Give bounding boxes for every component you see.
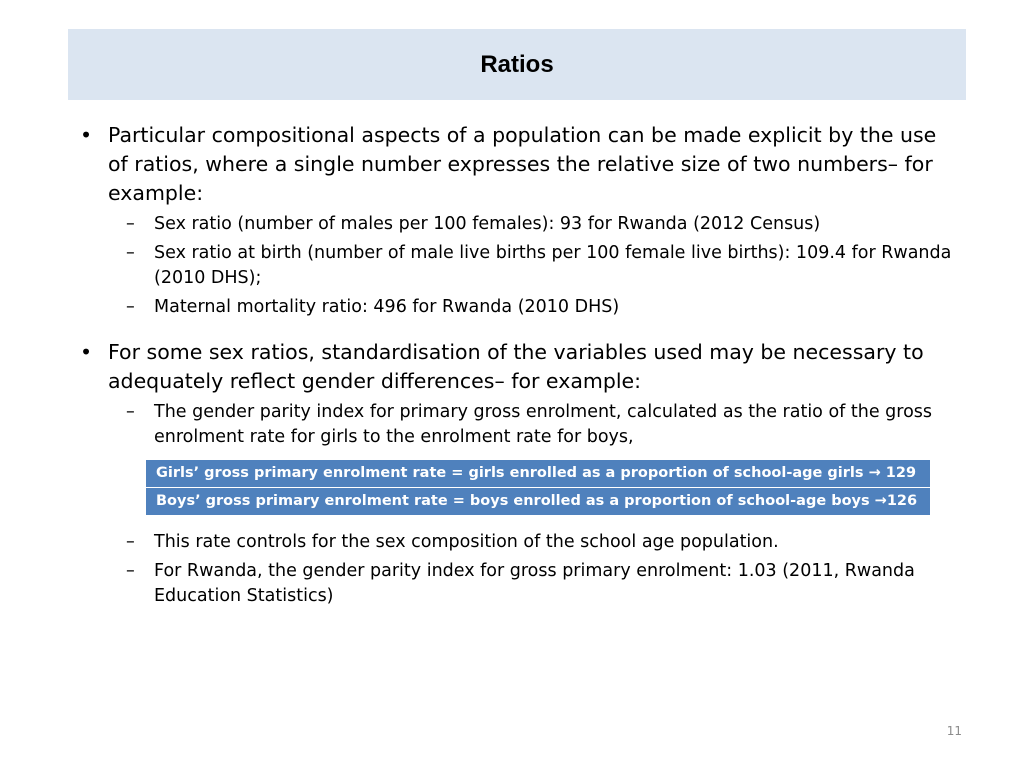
- sub-dash: –: [126, 243, 135, 263]
- bullet-1-text: Particular compositional aspects of a population can be made explicit by the use of ratios, where a single number expresses the relative size of two numbers– for example:: [108, 123, 937, 205]
- formula-boys-row: Boys’ gross primary enrolment rate = boys enrolled as a proportion of school-age boys →126: [146, 488, 930, 516]
- sub-bullet-2-2-text: This rate controls for the sex composition of the school age population.: [154, 532, 779, 552]
- bullet-dot: •: [80, 340, 93, 364]
- bullet-2: [80, 338, 960, 396]
- bullet-dot: •: [80, 123, 93, 147]
- title-bar: [68, 29, 966, 100]
- page-number: 11: [946, 724, 962, 738]
- sub-bullet-1-2: [126, 241, 960, 291]
- sub-bullet-1-3: [126, 295, 960, 320]
- slide-content: [80, 121, 960, 609]
- sub-bullet-2-3-text: For Rwanda, the gender parity index for gross primary enrolment: 1.03 (2011, Rwanda Education Statistics): [154, 561, 915, 606]
- bullet-1: [80, 121, 960, 208]
- sub-dash: –: [126, 532, 135, 552]
- formula-girls-row: Girls’ gross primary enrolment rate = girls enrolled as a proportion of school-age girls → 129: [146, 460, 930, 488]
- bullet-2-text: For some sex ratios, standardisation of the variables used may be necessary to adequately reflect gender differences– for example:: [108, 340, 924, 393]
- sub-dash: –: [126, 402, 135, 422]
- sub-dash: –: [126, 297, 135, 317]
- sub-bullet-2-2: [126, 530, 960, 555]
- sub-bullet-1-1: [126, 212, 960, 237]
- sub-bullet-2-1-text: The gender parity index for primary gross enrolment, calculated as the ratio of the gross enrolment rate for girls to the enrolment rate for boys,: [154, 402, 933, 447]
- sub-bullet-1-1-text: Sex ratio (number of males per 100 females): 93 for Rwanda (2012 Census): [154, 214, 821, 234]
- slide-title: Ratios: [480, 50, 554, 78]
- sub-bullet-1-2-text: Sex ratio at birth (number of male live births per 100 female live births): 109.4 for Rwanda (2010 DHS);: [154, 243, 952, 288]
- sub-bullet-1-3-text: Maternal mortality ratio: 496 for Rwanda (2010 DHS): [154, 297, 620, 317]
- sub-dash: –: [126, 214, 135, 234]
- sub-bullet-2-3: [126, 559, 960, 609]
- formula-box: [146, 460, 930, 516]
- sub-bullet-2-1: [126, 400, 960, 450]
- sub-dash: –: [126, 561, 135, 581]
